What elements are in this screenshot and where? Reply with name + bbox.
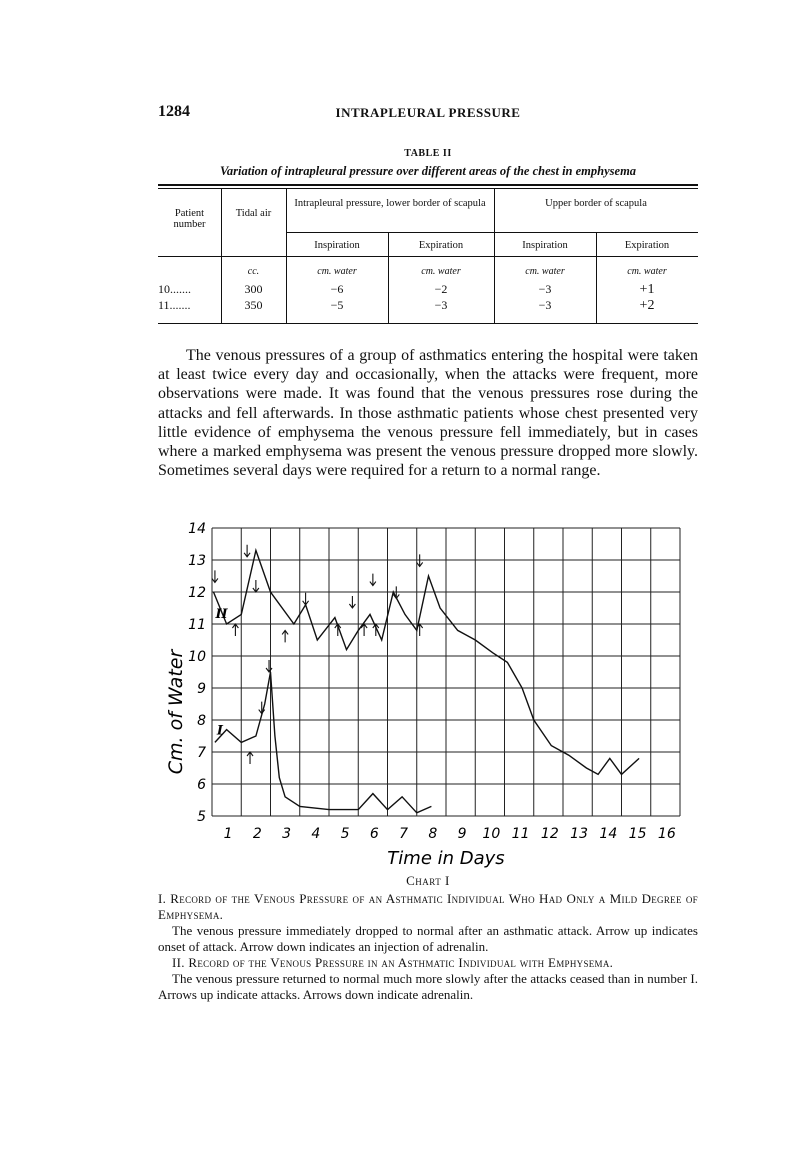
series-line-i [215, 672, 432, 813]
row2-tidal: 350 [244, 298, 263, 312]
series-label-ii: II [215, 607, 228, 622]
row1-patient: 10....... [158, 282, 191, 296]
page-number: 1284 [158, 103, 190, 120]
x-tick-label: 14 [599, 826, 618, 842]
attack-arrow-up [282, 630, 288, 642]
unit-cm-2: cm. water [421, 266, 461, 277]
y-axis-label: Cm. of Water [165, 649, 187, 775]
adrenalin-arrow-down [349, 596, 355, 608]
row1-tidal: 300 [244, 282, 263, 296]
table-caption: Variation of intrapleural pressure over different areas of the chest in emphysema [219, 164, 637, 178]
x-tick-label: 2 [252, 826, 262, 842]
adrenalin-arrow-down [266, 660, 272, 672]
unit-cm-1: cm. water [317, 266, 357, 277]
x-tick-label: 1 [223, 826, 233, 842]
attack-arrow-up [373, 624, 379, 636]
y-tick-label: 8 [197, 713, 206, 729]
x-tick-label: 6 [369, 826, 379, 842]
adrenalin-arrow-down [212, 570, 218, 582]
unit-cm-3: cm. water [525, 266, 565, 277]
adrenalin-arrow-down [303, 593, 309, 605]
table-rule-bottom [158, 323, 698, 324]
x-tick-label: 9 [457, 826, 467, 842]
y-tick-label: 13 [188, 553, 206, 569]
table-rule-sub [286, 232, 698, 233]
chart-label: Chart I [406, 873, 450, 888]
body-paragraph: The venous pressures of a group of asthmatics entering the hospital were taken at least twice every day and occasionally, when the attacks were frequent, more observations were made. It was found that the venous pressures rose during the attacks and fell afterwards. In those asthmatic patients whose chest presented very little evidence of emphysema the venous pressure fell immediately, but in cases where a marked emphysema was present the venous pressure dropped more slowly. Sometimes several days were required for a return to a normal range. [158, 347, 698, 480]
row1-lower-insp: −6 [330, 282, 344, 296]
unit-cm-4: cm. water [627, 266, 667, 277]
x-axis-label: Time in Days [387, 848, 505, 868]
col-tidal-header: Tidal air [235, 208, 272, 219]
x-tick-label: 3 [282, 826, 292, 842]
x-tick-label: 4 [311, 826, 321, 842]
attack-arrow-up [247, 752, 253, 764]
row1-upper-insp: −3 [538, 282, 552, 296]
row1-lower-exp: −2 [434, 282, 448, 296]
col-patient-header: Patient number [173, 208, 206, 230]
table-rule-top-thin [158, 188, 698, 189]
row2-upper-insp: −3 [538, 298, 552, 312]
x-tick-label: 10 [482, 826, 501, 842]
venous-pressure-chart [160, 508, 690, 868]
y-tick-label: 12 [188, 585, 206, 601]
y-tick-label: 14 [188, 521, 206, 537]
y-tick-label: 5 [197, 809, 206, 825]
unit-cc: cc. [247, 266, 260, 277]
table-label: TABLE II [404, 148, 452, 159]
x-tick-label: 8 [428, 826, 438, 842]
x-tick-label: 7 [399, 826, 409, 842]
row2-patient: 11....... [158, 298, 191, 312]
adrenalin-arrow-down [253, 580, 259, 592]
group-upper-header: Upper border of scapula [545, 198, 647, 209]
row2-lower-insp: −5 [330, 298, 344, 312]
adrenalin-arrow-down [244, 545, 250, 557]
upper-inspiration-header: Inspiration [522, 240, 568, 251]
group-lower-header: Intrapleural pressure, lower border of scapula [294, 198, 486, 209]
adrenalin-arrow-down [370, 574, 376, 586]
row1-upper-exp: +1 [639, 282, 655, 297]
upper-expiration-header: Expiration [624, 240, 670, 251]
y-tick-label: 9 [197, 681, 206, 697]
note2-heading: II. Record of the Venous Pressure in an Asthmatic Individual with Emphysema. [172, 955, 614, 970]
table-rule-header-bottom [158, 256, 698, 257]
y-tick-label: 7 [197, 745, 206, 761]
y-tick-label: 6 [197, 777, 206, 793]
series-line-ii [214, 550, 640, 774]
row2-lower-exp: −3 [434, 298, 448, 312]
x-tick-label: 15 [628, 826, 647, 842]
running-title: INTRAPLEURAL PRESSURE [335, 105, 521, 120]
series-label-i: I [216, 723, 224, 739]
y-tick-label: 10 [188, 649, 206, 665]
lower-inspiration-header: Inspiration [314, 240, 360, 251]
lower-expiration-header: Expiration [418, 240, 464, 251]
row2-upper-exp: +2 [639, 298, 655, 313]
x-tick-label: 16 [657, 826, 676, 842]
note2-body: The venous pressure returned to normal much more slowly after the attacks ceased than in number I. Arrows up indicate attacks. Arrows down indicate adrenalin. [158, 971, 698, 1002]
attack-arrow-up [232, 624, 238, 636]
table-rule-top [158, 184, 698, 186]
y-tick-label: 11 [188, 617, 206, 633]
page-header [158, 103, 698, 123]
x-tick-label: 13 [570, 826, 589, 842]
note1-body: The venous pressure immediately dropped to normal after an asthmatic attack. Arrow up indicates onset of attack. Arrow down indicates an injection of adrenalin. [158, 923, 698, 954]
x-tick-label: 5 [340, 826, 350, 842]
x-tick-label: 11 [511, 826, 530, 842]
x-tick-label: 12 [540, 826, 559, 842]
note1-heading: I. Record of the Venous Pressure of an Asthmatic Individual Who Had Only a Mild Degree of Emphysema. [158, 891, 698, 922]
chart-notes [158, 891, 698, 1003]
data-table [158, 184, 698, 326]
